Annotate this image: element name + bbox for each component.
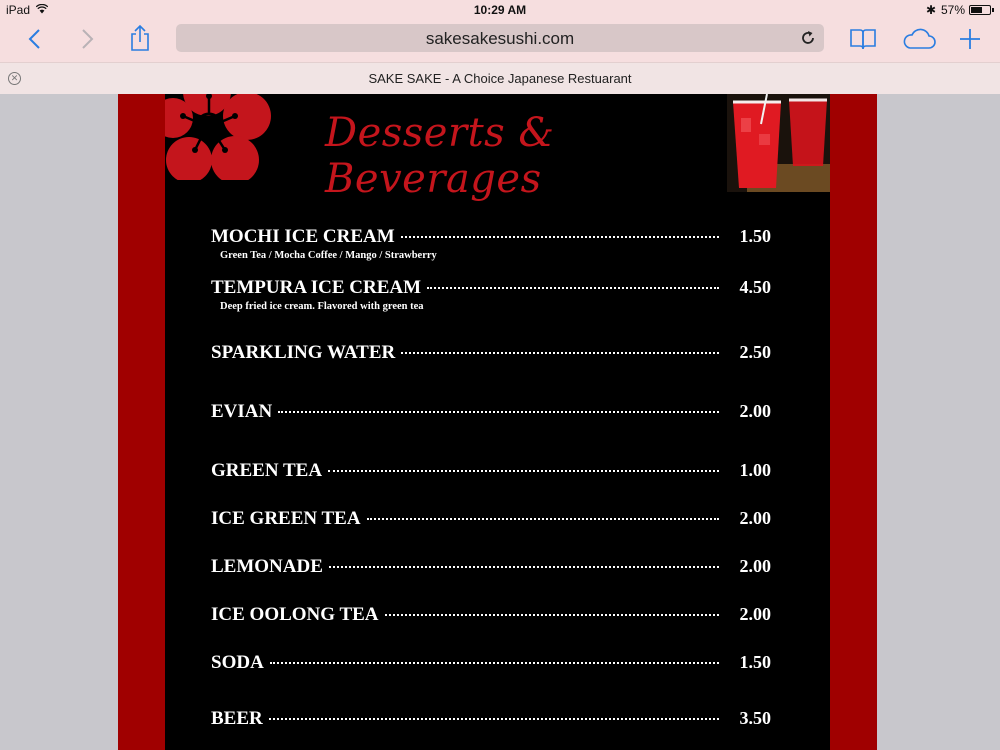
menu-item-row [211, 604, 771, 626]
menu-item-name: SPARKLING WATER [211, 342, 396, 363]
dotted-leader [329, 566, 719, 568]
menu-heading: Desserts & Beverages [325, 110, 555, 202]
menu-item-row [211, 226, 771, 248]
tab-bar [0, 62, 1000, 94]
menu-item-price: 2.00 [739, 556, 771, 576]
dotted-leader [278, 411, 719, 413]
forward-arrow-icon[interactable] [76, 27, 100, 51]
menu-item [211, 342, 771, 364]
menu-item-name: TEMPURA ICE CREAM [211, 277, 422, 298]
battery-icon [969, 5, 991, 15]
menu-item-price: 1.00 [739, 460, 771, 480]
menu-item-name: BEER [211, 708, 263, 729]
menu-item-price: 2.00 [739, 604, 771, 624]
menu-item-row [211, 556, 771, 578]
battery-percent: 57% [941, 3, 966, 17]
menu-item [211, 277, 771, 312]
bluetooth-icon: ✱ [926, 3, 937, 17]
menu-item [211, 708, 771, 730]
menu-item-description: Green Tea / Mocha Coffee / Mango / Strawberry [220, 250, 437, 261]
menu-item-name: GREEN TEA [211, 460, 323, 481]
dotted-leader [427, 287, 719, 289]
back-arrow-icon[interactable] [22, 27, 46, 51]
dotted-leader [401, 352, 719, 354]
browser-toolbar [0, 20, 1000, 62]
url-text: sakesakesushi.com [425, 29, 575, 48]
flower-logo [165, 94, 275, 180]
address-bar[interactable] [176, 24, 824, 52]
menu-item-row [211, 342, 771, 364]
status-bar [0, 0, 1000, 20]
close-tab-icon[interactable]: ✕ [8, 72, 21, 85]
menu-item-price: 2.50 [739, 342, 771, 362]
menu-item-price: 3.50 [739, 708, 771, 728]
page-content [118, 94, 877, 750]
menu-item-row [211, 708, 771, 730]
menu-item-name: EVIAN [211, 401, 273, 422]
menu-item [211, 401, 771, 423]
menu-board [165, 94, 830, 750]
menu-item-row [211, 460, 771, 482]
icloud-tabs-icon[interactable] [900, 26, 938, 52]
menu-item [211, 508, 771, 530]
menu-item-description: Deep fried ice cream. Flavored with green tea [220, 301, 424, 312]
menu-item-price: 2.00 [739, 508, 771, 528]
dotted-leader [328, 470, 719, 472]
menu-item [211, 556, 771, 578]
menu-item-price: 1.50 [739, 226, 771, 246]
menu-item [211, 226, 771, 261]
drinks-photo [727, 94, 830, 192]
menu-item-row [211, 401, 771, 423]
menu-item-name: LEMONADE [211, 556, 323, 577]
menu-item-price: 1.50 [739, 652, 771, 672]
menu-item [211, 604, 771, 626]
menu-item-price: 4.50 [739, 277, 771, 297]
menu-item [211, 460, 771, 482]
dotted-leader [270, 662, 719, 664]
menu-item-row [211, 652, 771, 674]
menu-item-name: ICE OOLONG TEA [211, 604, 379, 625]
tab-title[interactable]: SAKE SAKE - A Choice Japanese Restuarant [368, 71, 632, 86]
menu-item [211, 652, 771, 674]
new-tab-icon[interactable] [956, 25, 984, 53]
menu-item-name: ICE GREEN TEA [211, 508, 361, 529]
menu-item-name: MOCHI ICE CREAM [211, 226, 395, 247]
menu-item-name: SODA [211, 652, 264, 673]
dotted-leader [367, 518, 719, 520]
share-icon[interactable] [126, 24, 154, 52]
reload-icon[interactable] [798, 28, 818, 48]
device-name: iPad [6, 3, 31, 17]
dotted-leader [401, 236, 719, 238]
dotted-leader [385, 614, 719, 616]
menu-item-row [211, 277, 771, 299]
menu-item-row [211, 508, 771, 530]
bookmarks-icon[interactable] [848, 25, 878, 53]
menu-item-price: 2.00 [739, 401, 771, 421]
clock: 10:29 AM [473, 3, 527, 17]
dotted-leader [269, 718, 719, 720]
